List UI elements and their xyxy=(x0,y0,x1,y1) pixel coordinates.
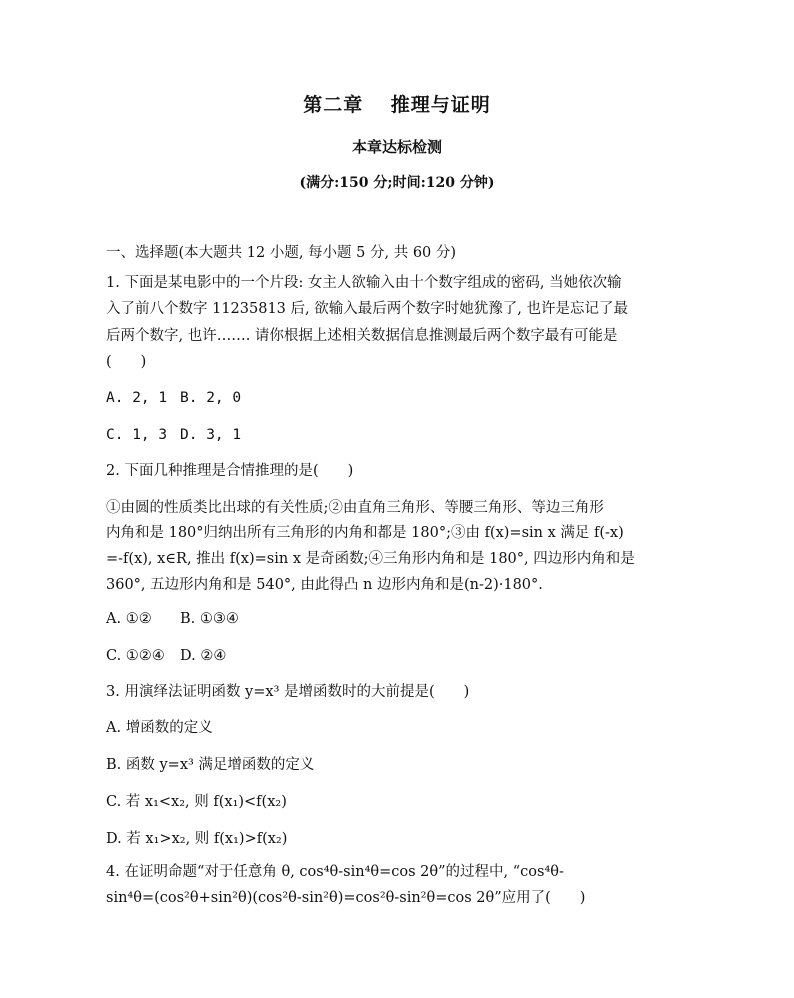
part-heading: 一、选择题(本大题共 12 小题, 每小题 5 分, 共 60 分) xyxy=(106,245,457,261)
question-2-line: ①由圆的性质类比出球的有关性质;②由直角三角形、等腰三角形、等边三角形 xyxy=(106,500,604,516)
question-2-options-row xyxy=(106,608,239,630)
question-4-line: 4. 在证明命题“对于任意角 θ, cos⁴θ-sin⁴θ=cos 2θ”的过程中, “cos⁴θ- xyxy=(106,864,564,880)
question-3-option-c[interactable]: C. 若 x₁<x₂, 则 f(x₁)<f(x₂) xyxy=(106,794,287,810)
section-title: 本章达标检测 xyxy=(351,138,442,156)
question-2-line: 内角和是 180°归纳出所有三角形的内角和都是 180°;③由 f(x)=sin x 满足 f(-x) xyxy=(106,525,624,541)
question-1-line: 后两个数字, 也许……. 请你根据上述相关数据信息推测最后两个数字最有可能是 xyxy=(106,328,618,344)
question-2-options-row xyxy=(106,645,226,667)
question-2-option-c[interactable]: C. ①②④ xyxy=(106,648,165,664)
question-1-option-b[interactable]: B. 2, 0 xyxy=(180,390,242,406)
question-2-option-b[interactable]: B. ①③④ xyxy=(180,611,239,627)
question-2-option-a[interactable]: A. ①② xyxy=(106,611,152,627)
question-1-option-c[interactable]: C. 1, 3 xyxy=(106,427,168,443)
question-1-line: 入了前八个数字 11235813 后, 欲输入最后两个数字时她犹豫了, 也许是忘记了最 xyxy=(106,301,628,317)
question-1-option-a[interactable]: A. 2, 1 xyxy=(106,390,168,406)
question-3-option-b[interactable]: B. 函数 y=x³ 满足增函数的定义 xyxy=(106,757,315,773)
question-1-line: 1. 下面是某电影中的一个片段: 女主人欲输入由十个数字组成的密码, 当她依次输 xyxy=(106,275,622,291)
question-2-stem: 2. 下面几种推理是合情推理的是( ) xyxy=(106,463,354,479)
question-3-option-a[interactable]: A. 增函数的定义 xyxy=(106,720,213,736)
question-3-stem: 3. 用演绎法证明函数 y=x³ 是增函数时的大前提是( ) xyxy=(106,684,470,700)
question-1-options-row xyxy=(106,387,241,409)
question-1-options-row xyxy=(106,424,241,446)
chapter-title: 第二章 推理与证明 xyxy=(303,94,491,116)
exam-info: (满分:150 分;时间:120 分钟) xyxy=(299,175,495,191)
question-2-line: 360°, 五边形内角和是 540°, 由此得凸 n 边形内角和是(n-2)·180°. xyxy=(106,577,543,593)
question-3-option-d[interactable]: D. 若 x₁>x₂, 则 f(x₁)>f(x₂) xyxy=(106,831,288,847)
question-2-line: =-f(x), x∈R, 推出 f(x)=sin x 是奇函数;④三角形内角和是 180°, 四边形内角和是 xyxy=(106,551,635,567)
question-2-option-d[interactable]: D. ②④ xyxy=(180,648,227,664)
question-1-option-d[interactable]: D. 3, 1 xyxy=(180,427,242,443)
question-1-line: ( ) xyxy=(106,354,147,370)
question-4-line: sin⁴θ=(cos²θ+sin²θ)(cos²θ-sin²θ)=cos²θ-sin²θ=cos 2θ”应用了( ) xyxy=(106,890,586,906)
